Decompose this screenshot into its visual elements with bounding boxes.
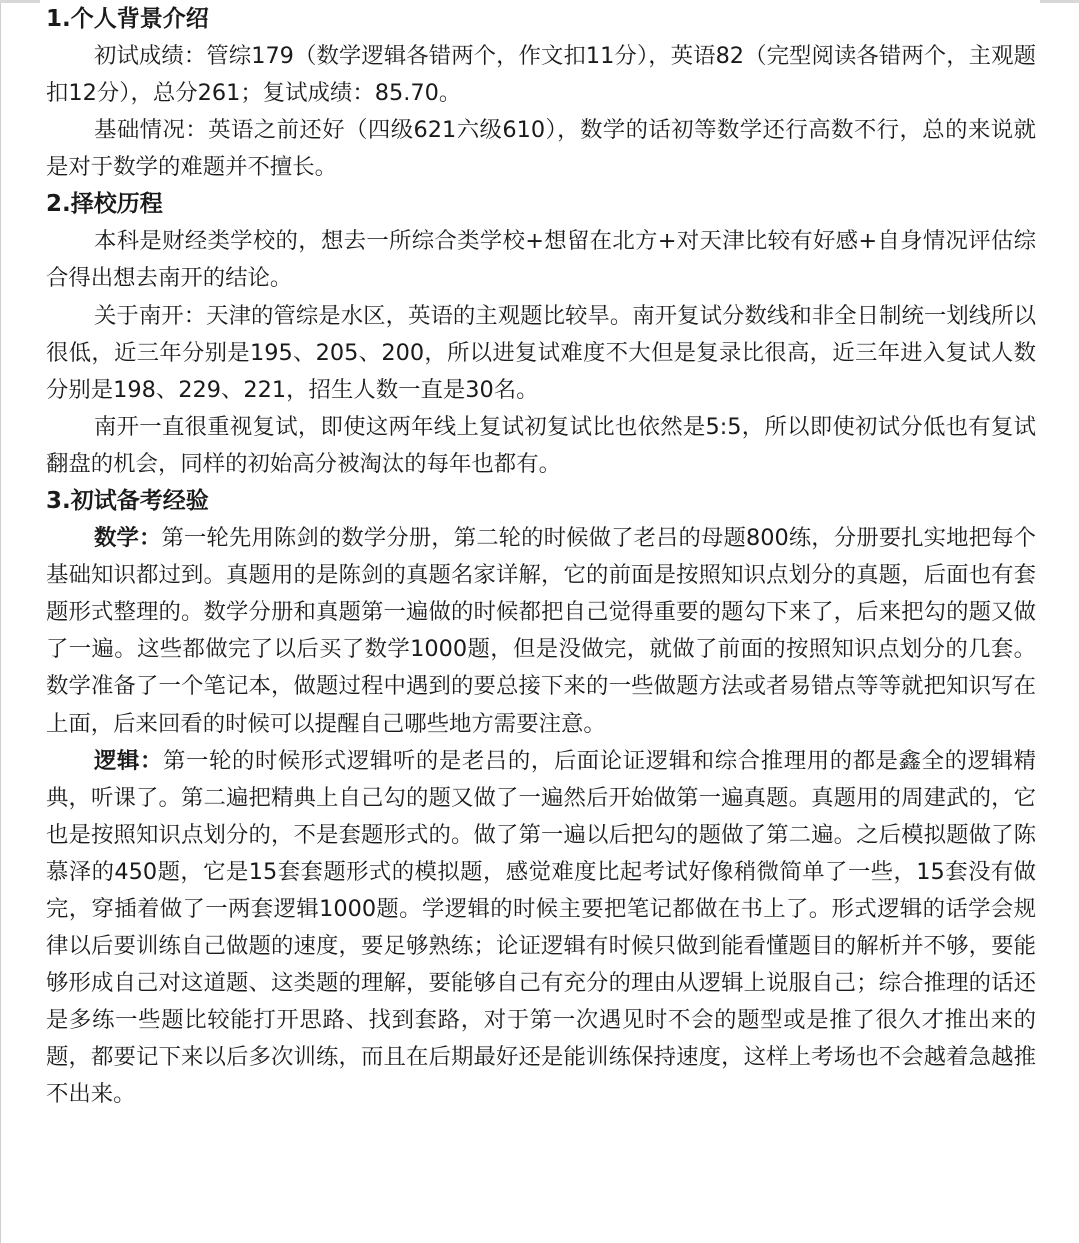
paragraph-lead-logic: 逻辑：: [94, 747, 163, 774]
paragraph-text: 基础情况：英语之前还好（四级621六级610），数学的话初等数学还行高数不行，总的来说就是对于数学的难题并不擅长。: [46, 117, 1036, 181]
paragraph-text: 关于南开：天津的管综是水区，英语的主观题比较旱。南开复试分数线和非全日制统一划线所以很低，近三年分别是195、205、200，所以进复试难度不大但是复录比很高，近三年进入复试人数分别是198、229、221，招生人数一直是30名。: [46, 302, 1036, 403]
paragraph-lead-math: 数学：: [94, 525, 162, 552]
paragraph-text: 第一轮的时候形式逻辑听的是老吕的，后面论证逻辑和综合推理用的都是鑫全的逻辑精典，听课了。第二遍把精典上自己勾的题又做了一遍然后开始做第一遍真题。真题用的周建武的，它也是按照知识点划分的，不是套题形式的。做了第一遍以后把勾的题做了第二遍。之后模拟题做了陈慕泽的450题，它是15套套题形式的模拟题，感觉难度比起考试好像稍微简单了一些，15套没有做完，穿插着做了一两套逻辑1000题。学逻辑的时候主要把笔记都做在书上了。形式逻辑的话学会规律以后要训练自己做题的速度，要足够熟练；论证逻辑有时候只做到能看懂题目的解析并不够，要能够形成自己对这道题、这类题的理解，要能够自己有充分的理由从逻辑上说服自己；综合推理的话还是多练一些题比较能打开思路、找到套路，对于第一次遇见时不会的题型或是推了很久才推出来的题，都要记下来以后多次训练，而且在后期最好还是能训练保持速度，这样上考场也不会越着急越推不出来。: [46, 747, 1037, 1108]
paragraph-math: [46, 520, 1036, 743]
document-content: [46, 1, 1036, 1114]
page-edge-left: [0, 0, 1, 1243]
paragraph-about-nankai: [46, 298, 1036, 409]
paragraph-text: 本科是财经类学校的，想去一所综合类学校+想留在北方+对天津比较有好感+自身情况评估综合得出想去南开的结论。: [46, 228, 1036, 292]
paragraph-text: 初试成绩：管综179（数学逻辑各错两个，作文扣11分），英语82（完型阅读各错两个，主观题扣12分），总分261；复试成绩：85.70。: [46, 43, 1036, 107]
page-corner-right: [1040, 0, 1080, 3]
paragraph-logic: [46, 743, 1036, 1114]
paragraph-undergrad: [46, 223, 1036, 297]
paragraph-exam-scores: [46, 38, 1036, 112]
section-heading-background: 1.个人背景介绍: [46, 6, 209, 32]
page-corner-left: [0, 0, 40, 3]
paragraph-interview-weight: [46, 409, 1036, 483]
paragraph-text: 南开一直很重视复试，即使这两年线上复试初复试比也依然是5:5，所以即使初试分低也有复试翻盘的机会，同样的初始高分被淘汰的每年也都有。: [46, 413, 1036, 477]
section-heading-school-choice: 2.择校历程: [46, 191, 163, 218]
section-heading-exam-prep: 3.初试备考经验: [46, 488, 209, 515]
paragraph-text: 第一轮先用陈剑的数学分册，第二轮的时候做了老吕的母题800练，分册要扎实地把每个基础知识都过到。真题用的是陈剑的真题名家详解，它的前面是按照知识点划分的真题，后面也有套题形式整理的。数学分册和真题第一遍做的时候都把自己觉得重要的题勾下来了，后来把勾的题又做了一遍。这些都做完了以后买了数学1000题，但是没做完，就做了前面的按照知识点划分的几套。数学准备了一个笔记本，做题过程中遇到的要总接下来的一些做题方法或者易错点等等就把知识写在上面，后来回看的时候可以提醒自己哪些地方需要注意。: [46, 525, 1036, 737]
paragraph-basic-situation: [46, 112, 1036, 186]
